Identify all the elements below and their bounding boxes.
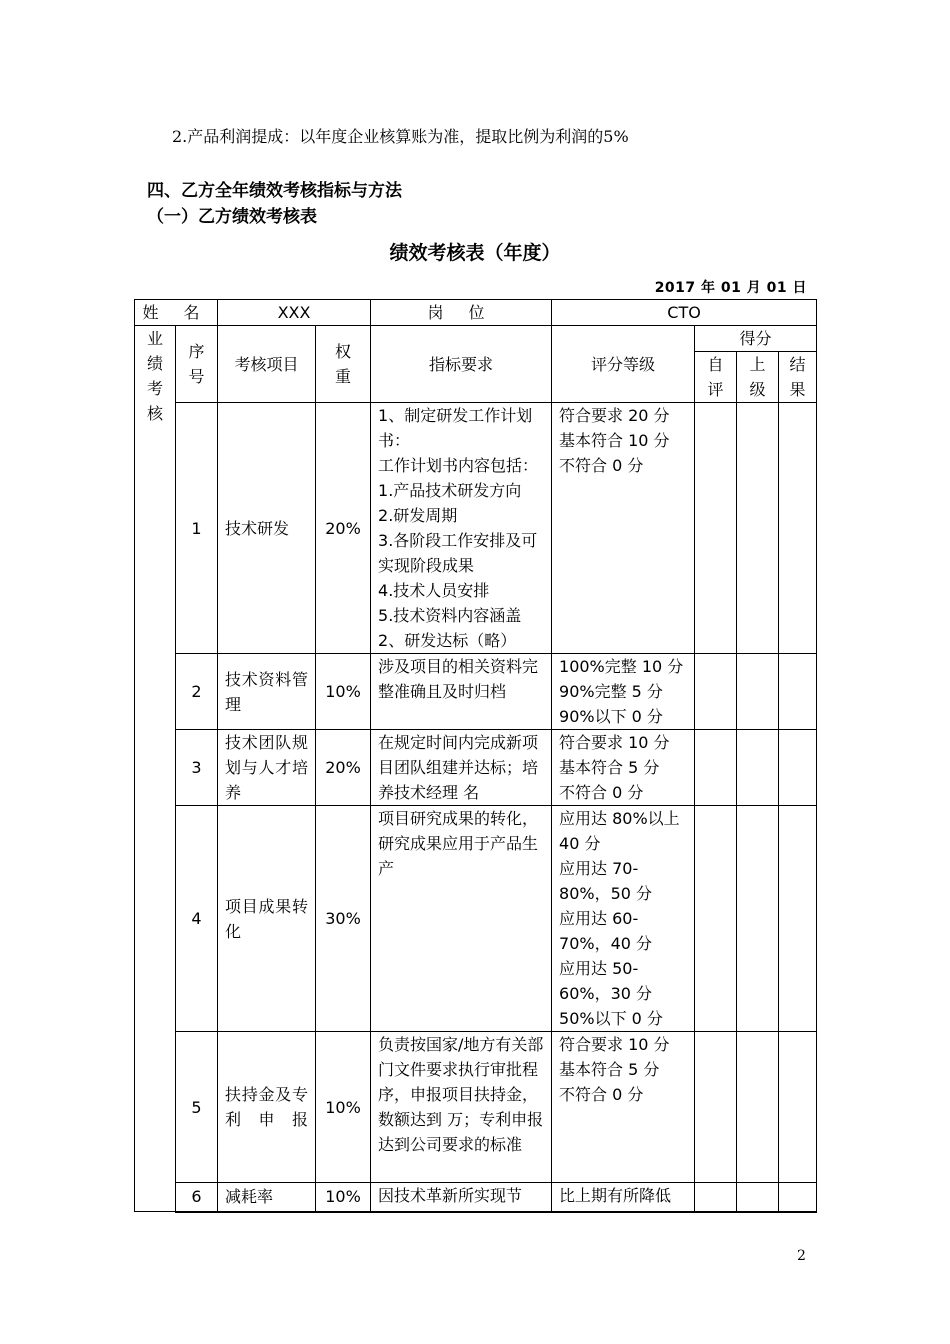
row-grading: 符合要求 10 分 基本符合 5 分 不符合 0 分 — [552, 1032, 695, 1183]
table-row — [135, 730, 817, 806]
row-index: 6 — [176, 1183, 218, 1212]
row-superior-score — [737, 654, 779, 730]
table-row — [135, 654, 817, 730]
row-grading: 100%完整 10 分 90%完整 5 分 90%以下 0 分 — [552, 654, 695, 730]
row-weight: 30% — [316, 806, 371, 1032]
row-weight: 20% — [316, 403, 371, 654]
name-value: XXX — [218, 300, 371, 326]
row-self-score — [695, 654, 737, 730]
weight-header: 权重 — [316, 326, 371, 403]
row-requirement: 因技术革新所实现节 — [371, 1183, 552, 1212]
index-header: 序号 — [176, 326, 218, 403]
row-superior-score — [737, 403, 779, 654]
row-result-score — [779, 1183, 817, 1212]
row-weight: 20% — [316, 730, 371, 806]
header-row-name — [135, 300, 817, 326]
form-title: 绩效考核表（年度） — [389, 242, 561, 264]
row-superior-score — [737, 1183, 779, 1212]
row-index: 4 — [176, 806, 218, 1032]
name-label: 姓 名 — [135, 300, 218, 326]
table-row — [135, 1183, 817, 1212]
table-row — [135, 403, 817, 654]
self-score-header: 自评 — [695, 352, 737, 403]
section-subheading: （一）乙方绩效考核表 — [147, 207, 317, 227]
category-label: 业绩考核 — [135, 326, 176, 1212]
score-header: 得分 — [695, 326, 817, 352]
row-result-score — [779, 730, 817, 806]
row-grading: 比上期有所降低 — [552, 1183, 695, 1212]
table-row — [135, 806, 817, 1032]
row-item: 技术资料管理 — [218, 654, 316, 730]
row-superior-score — [737, 1032, 779, 1183]
position-label: 岗 位 — [371, 300, 552, 326]
row-weight: 10% — [316, 1183, 371, 1212]
row-index: 5 — [176, 1032, 218, 1183]
row-item: 扶持金及专利申报 — [218, 1032, 316, 1183]
requirement-header: 指标要求 — [371, 326, 552, 403]
row-requirement: 1、制定研发工作计划书： 工作计划书内容包括： 1.产品技术研发方向 2.研发周期 3.各阶段工作安排及可实现阶段成果 4.技术人员安排 5.技术资料内容涵盖 2、研发达标（略） — [371, 403, 552, 654]
performance-table — [134, 299, 817, 1213]
row-superior-score — [737, 730, 779, 806]
section-heading: 四、乙方全年绩效考核指标与方法 — [147, 181, 402, 201]
row-grading: 符合要求 20 分 基本符合 10 分 不符合 0 分 — [552, 403, 695, 654]
row-result-score — [779, 654, 817, 730]
row-self-score — [695, 1032, 737, 1183]
row-requirement: 在规定时间内完成新项目团队组建并达标；培养技术经理 名 — [371, 730, 552, 806]
form-date: 2017 年 01 月 01 日 — [654, 280, 807, 296]
row-item: 项目成果转化 — [218, 806, 316, 1032]
row-item: 技术研发 — [218, 403, 316, 654]
row-self-score — [695, 806, 737, 1032]
row-index: 2 — [176, 654, 218, 730]
row-superior-score — [737, 806, 779, 1032]
row-grading: 符合要求 10 分 基本符合 5 分 不符合 0 分 — [552, 730, 695, 806]
row-weight: 10% — [316, 1032, 371, 1183]
row-requirement: 负责按国家/地方有关部门文件要求执行审批程序，申报项目扶持金，数额达到 万；专利申报达到公司要求的标准 — [371, 1032, 552, 1183]
row-requirement: 项目研究成果的转化，研究成果应用于产品生产 — [371, 806, 552, 1032]
row-result-score — [779, 1032, 817, 1183]
row-self-score — [695, 403, 737, 654]
header-row-columns — [135, 326, 817, 352]
result-score-header: 结果 — [779, 352, 817, 403]
row-self-score — [695, 730, 737, 806]
grading-header: 评分等级 — [552, 326, 695, 403]
table-row — [135, 1032, 817, 1183]
row-index: 1 — [176, 403, 218, 654]
row-weight: 10% — [316, 654, 371, 730]
row-item: 技术团队规划与人才培养 — [218, 730, 316, 806]
row-result-score — [779, 806, 817, 1032]
row-self-score — [695, 1183, 737, 1212]
position-value: CTO — [552, 300, 817, 326]
row-item: 减耗率 — [218, 1183, 316, 1212]
item-header: 考核项目 — [218, 326, 316, 403]
row-index: 3 — [176, 730, 218, 806]
paragraph-profit-commission: 2.产品利润提成：以年度企业核算账为准，提取比例为利润的5% — [172, 127, 629, 146]
row-requirement: 涉及项目的相关资料完整准确且及时归档 — [371, 654, 552, 730]
row-result-score — [779, 403, 817, 654]
superior-score-header: 上级 — [737, 352, 779, 403]
page-number: 2 — [797, 1248, 806, 1264]
row-grading: 应用达 80%以上 40 分 应用达 70-80%，50 分 应用达 60-70%，40 分 应用达 50-60%，30 分 50%以下 0 分 — [552, 806, 695, 1032]
